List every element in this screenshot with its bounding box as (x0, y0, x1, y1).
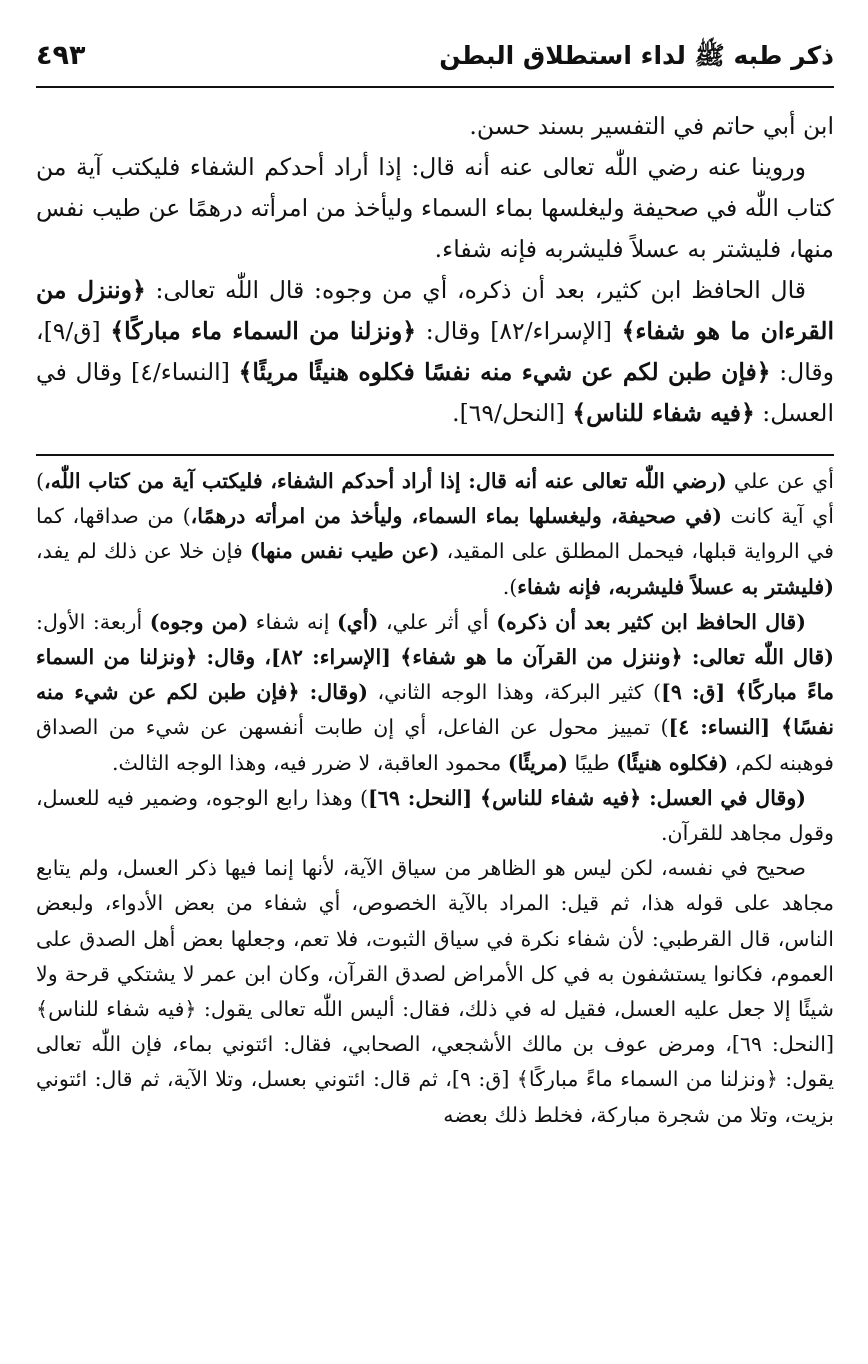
commentary-paragraph-4: صحيح في نفسه، لكن ليس هو الظاهر من سياق الآية، لأنها إنما فيها ذكر العسل، ولم يتابع مجاهد على قوله هذا، ثم قيل: المراد بالآية الخصوص، أي شفاء من بعض الأدواء، ولبعض الناس، قال القرطبي: لأن شفاء نكرة في سياق الثبوت، فلا تعم، وجعلها بعض أهل الصدق على العموم، فكانوا يستشفون به في كل الأمراض لصدق القرآن، وكان ابن عمر لا يشتكي قرحة ولا شيئًا إلا جعل عليه العسل، فقيل له في ذلك، فقال: أليس اللّٰه تعالى يقول: ﴿فيه شفاء للناس﴾ [النحل: ٦٩]، ومرض عوف بن مالك الأشجعي، الصحابي، فقال: ائتوني بماء، فإن اللّٰه تعالى يقول: ﴿ونزلنا من السماء ماءً مباركًا﴾ [ق: ٩]، ثم قال: ائتوني بعسل، وتلا الآية، ثم قال: ائتوني بزيت، وتلا من شجرة مباركة، فخلط ذلك بعضه (36, 856, 834, 1127)
text-segment: [الإسراء/٨٢] وقال: (416, 317, 622, 345)
commentary-text (36, 464, 834, 1133)
text-segment: فإن خلا عن ذلك لم يفد، (36, 539, 251, 564)
text-segment: ) أي آية كانت (36, 469, 834, 529)
quoted-text: (قال اللّٰه تعالى: ﴿وننزل من القرآن ما هو شفاء﴾ [الإسراء: ٨٢]، وقال: ﴿ونزلنا من السماء ماءً مباركًا﴾ [ق: ٩] (36, 645, 834, 705)
text-segment: قال الحافظ ابن كثير، بعد أن ذكره، أي من وجوه: قال اللّٰه تعالى: (145, 276, 806, 304)
text-segment: [النحل/٦٩]. (452, 399, 573, 427)
quoted-text: (فليشتر به عسلاً فليشربه، فإنه شفاء (517, 574, 834, 599)
chapter-title: ذكر طبه ﷺ لداء استطلاق البطن (439, 41, 834, 70)
quoted-text: (فكلوه هنيئًا) (616, 750, 729, 775)
text-segment: أي عن علي (726, 469, 834, 493)
quoted-text: (في صحيفة، وليغسلها بماء السماء، وليأخذ من امرأته درهمًا، (190, 504, 722, 529)
quoted-text: (مريئًا) (507, 750, 568, 775)
text-segment: ). (502, 574, 518, 599)
main-text (36, 106, 834, 434)
commentary-paragraph-2 (36, 605, 834, 781)
quoted-text: (رضي اللّٰه تعالى عنه أنه قال: إذا أراد أحدكم الشفاء، فليكتب آية من كتاب اللّٰه، (44, 469, 727, 493)
page-number: ٤٩٣ (36, 40, 86, 71)
text-segment: ) وهذا رابع الوجوه، وضمير فيه للعسل، وقول مجاهد للقرآن. (36, 785, 834, 846)
running-header (36, 40, 834, 88)
text-segment: أربعة: الأول: (36, 609, 150, 634)
quoted-text: (قال الحافظ ابن كثير بعد أن ذكره) (496, 609, 807, 634)
section-divider (36, 454, 834, 456)
quoted-text: (أي) (337, 609, 379, 634)
quoted-text: (وقال في العسل: ﴿فيه شفاء للناس﴾ [النحل: ٦٩] (368, 785, 807, 810)
main-paragraph-3 (36, 270, 834, 434)
text-segment: [النساء/٤] وقال في العسل: (36, 358, 834, 427)
text-segment: محمود العاقبة، لا ضرر فيه، وهذا الوجه الثالث. (111, 750, 508, 775)
quran-verse: ﴿فيه شفاء للناس﴾ (572, 399, 755, 427)
quran-verse: ﴿وننزل من القرءان ما هو شفاء﴾ (36, 276, 835, 345)
quoted-text: (وقال: ﴿فإن طبن لكم عن شيء منه نفسًا﴾ [النساء: ٤] (36, 680, 835, 740)
text-segment: ) من صداقها، كما في الرواية قبلها، فيحمل المطلق على المقيد، (36, 504, 834, 564)
book-page (36, 40, 834, 1133)
quoted-text: (من وجوه) (149, 609, 249, 634)
text-segment: أي أثر علي، (378, 609, 497, 634)
quran-verse: ﴿ونزلنا من السماء ماء مباركًا﴾ (110, 317, 417, 345)
text-segment: ) كثير البركة، وهذا الوجه الثاني، (368, 680, 662, 705)
quoted-text: (عن طيب نفس منها) (250, 539, 440, 564)
main-paragraph-1: ابن أبي حاتم في التفسير بسند حسن. (469, 112, 834, 140)
text-segment: طيبًا (568, 750, 617, 775)
commentary-paragraph-1 (36, 464, 834, 605)
text-segment: إنه شفاء (248, 609, 338, 634)
commentary-paragraph-3 (36, 781, 834, 851)
text-segment: ) تمييز محول عن الفاعل، أي إن طابت أنفسهن عن شيء من الصداق فوهبنه لكم، (36, 715, 834, 775)
text-segment: [ق/٩]، وقال: (36, 317, 834, 386)
quran-verse: ﴿فإن طبن لكم عن شيء منه نفسًا فكلوه هنيئًا مريئًا﴾ (238, 358, 771, 386)
main-paragraph-2: وروينا عنه رضي اللّٰه تعالى عنه أنه قال: إذا أراد أحدكم الشفاء فليكتب آية من كتاب اللّٰه في صحيفة وليغلسها بماء السماء وليأخذ من امرأته درهمًا عن طيب نفس منها، فليشتر به عسلاً فليشربه فإنه شفاء. (36, 153, 834, 263)
